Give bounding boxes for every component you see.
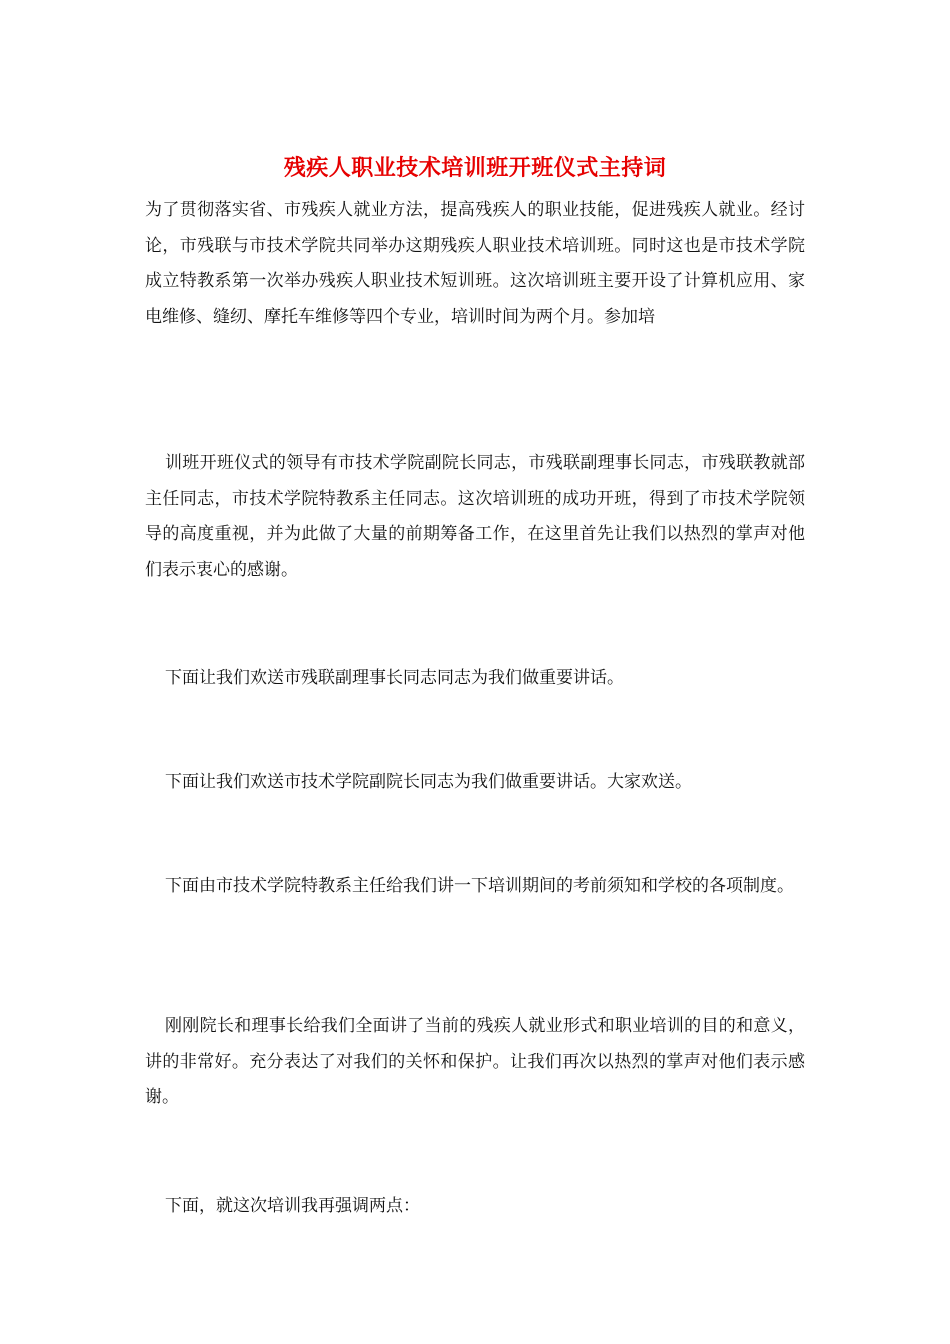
paragraph-5: 下面由市技术学院特教系主任给我们讲一下培训期间的考前须知和学校的各项制度。 bbox=[165, 876, 794, 896]
paragraph-4: 下面让我们欢送市技术学院副院长同志为我们做重要讲话。大家欢送。 bbox=[165, 772, 692, 792]
paragraph-1: 为了贯彻落实省、市残疾人就业方法，提高残疾人的职业技能，促进残疾人就业。经讨论，市残联与市技术学院共同举办这期残疾人职业技术培训班。同时这也是市技术学院成立特教系第一次举办残疾人职业技术短训班。这次培训班主要开设了计算机应用、家电维修、缝纫、摩托车维修等四个专业，培训时间为两个月。参加培 bbox=[145, 200, 805, 327]
paragraph-2: 训班开班仪式的领导有市技术学院副院长同志，市残联副理事长同志，市残联教就部主任同志，市技术学院特教系主任同志。这次培训班的成功开班，得到了市技术学院领导的高度重视，并为此做了大量的前期筹备工作，在这里首先让我们以热烈的掌声对他们表示衷心的感谢。 bbox=[145, 453, 805, 580]
document-title: 残疾人职业技术培训班开班仪式主持词 bbox=[283, 155, 667, 181]
paragraph-6: 刚刚院长和理事长给我们全面讲了当前的残疾人就业形式和职业培训的目的和意义，讲的非常好。充分表达了对我们的关怀和保护。让我们再次以热烈的掌声对他们表示感谢。 bbox=[145, 1016, 805, 1107]
paragraph-3: 下面让我们欢送市残联副理事长同志同志为我们做重要讲话。 bbox=[165, 668, 624, 688]
paragraph-7: 下面，就这次培训我再强调两点： bbox=[165, 1196, 420, 1216]
